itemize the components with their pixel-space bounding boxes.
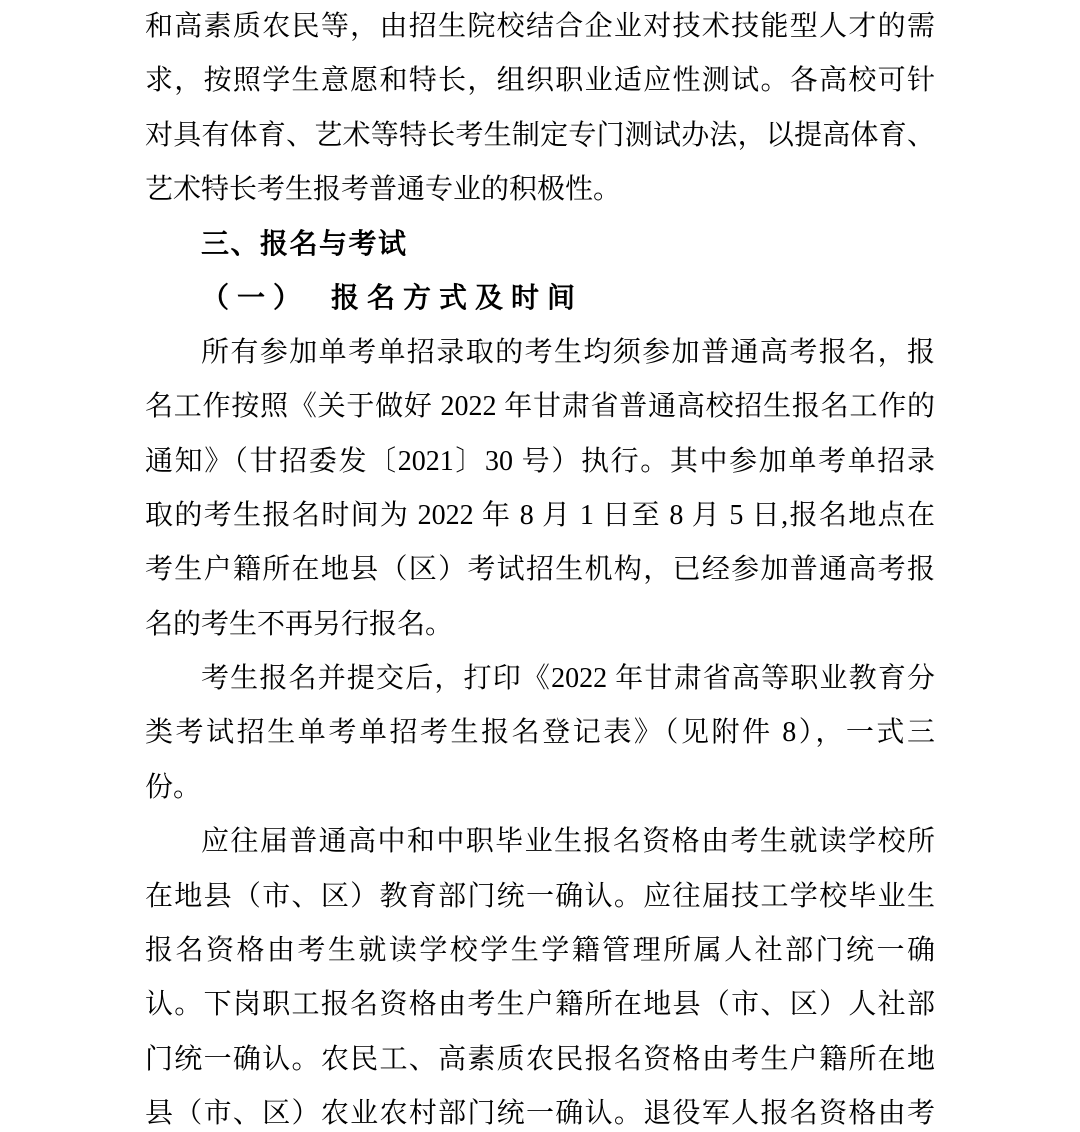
text-line: 考生报名并提交后，打印《2022 年甘肃省高等职业教育分 — [201, 663, 935, 695]
text-line: 取的考生报名时间为 2022 年 8 月 1 日至 8 月 5 日,报名地点在 — [145, 500, 935, 532]
document-text-block — [145, 0, 935, 1132]
text-line: 县（市、区）农业农村部门统一确认。退役军人报名资格由考 — [145, 1097, 935, 1129]
text-line: 和高素质农民等，由招生院校结合企业对技术技能型人才的需 — [145, 11, 935, 42]
subsection-heading: （一） 报名方式及时间 — [201, 282, 584, 314]
text-line: 认。下岗职工报名资格由考生户籍所在地县（市、区）人社部 — [145, 989, 935, 1021]
text-line: 考生户籍所在地县（区）考试招生机构，已经参加普通高考报 — [145, 554, 935, 586]
text-line: 应往届普通高中和中职毕业生报名资格由考生就读学校所 — [201, 826, 935, 858]
text-line: 所有参加单考单招录取的考生均须参加普通高考报名，报 — [201, 337, 935, 369]
text-line: 名的考生不再另行报名。 — [145, 608, 454, 640]
text-line: 报名资格由考生就读学校学生学籍管理所属人社部门统一确 — [145, 934, 935, 966]
text-line: 求，按照学生意愿和特长，组织职业适应性测试。各高校可针 — [145, 65, 935, 97]
text-line: 类考试招生单考单招考生报名登记表》（见附件 8），一式三 — [145, 717, 935, 749]
text-line: 门统一确认。农民工、高素质农民报名资格由考生户籍所在地 — [145, 1043, 935, 1075]
text-line: 在地县（市、区）教育部门统一确认。应往届技工学校毕业生 — [145, 880, 935, 912]
text-line: 对具有体育、艺术等特长考生制定专门测试办法，以提高体育、 — [145, 119, 935, 151]
section-heading: 三、报名与考试 — [201, 228, 408, 260]
text-line: 份。 — [145, 771, 202, 803]
text-line: 艺术特长考生报考普通专业的积极性。 — [145, 174, 622, 206]
text-line: 名工作按照《关于做好 2022 年甘肃省普通高校招生报名工作的 — [145, 391, 935, 423]
text-line: 通知》（甘招委发〔2021〕30 号）执行。其中参加单考单招录 — [145, 445, 935, 477]
